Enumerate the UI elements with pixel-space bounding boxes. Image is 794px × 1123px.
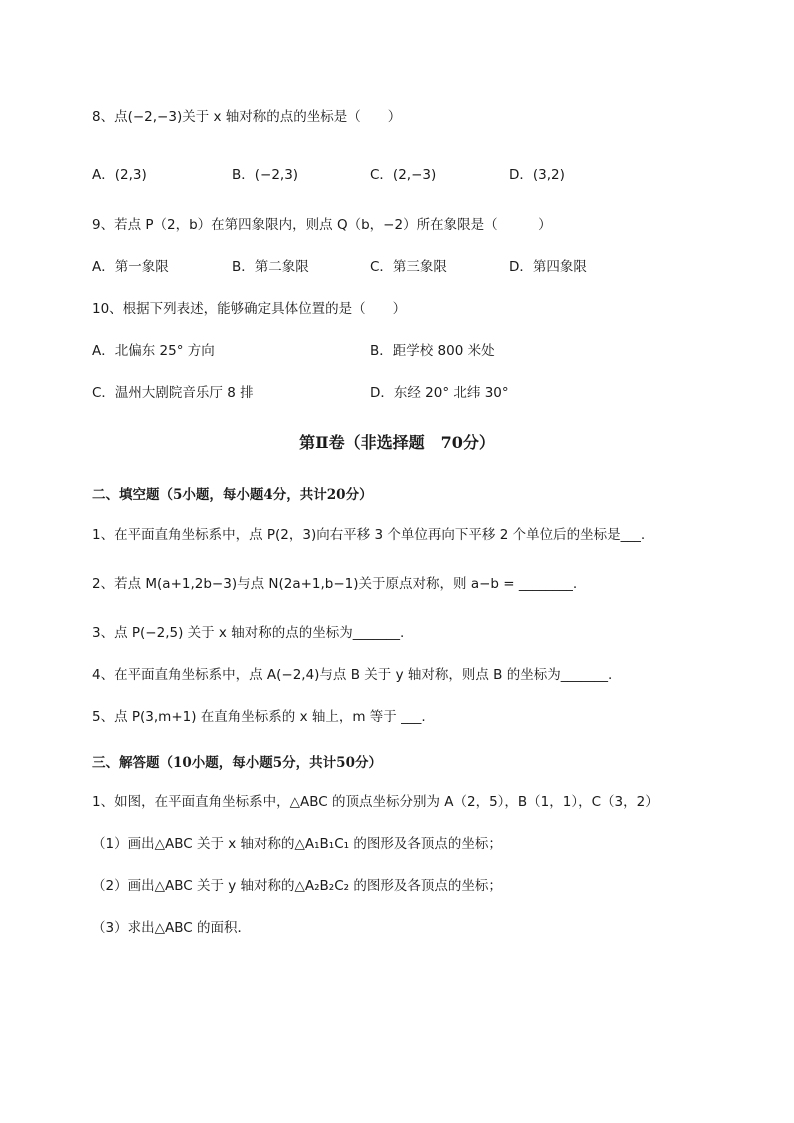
q8-option-d: D．(3,2) bbox=[509, 167, 565, 183]
fill-item-4: 4、在平面直角坐标系中，点 A(−2,4)与点 B 关于 y 轴对称，则点 B 的坐标为_______. bbox=[92, 667, 613, 683]
solve-sub-1: （1）画出△ABC 关于 x 轴对称的△A₁B₁C₁ 的图形及各顶点的坐标； bbox=[92, 836, 502, 852]
q10-option-d: D．东经 20° 北纬 30° bbox=[370, 385, 509, 401]
q8-option-c: C．(2,−3) bbox=[370, 167, 437, 183]
q8-option-a: A．(2,3) bbox=[92, 167, 147, 183]
solve-sub-2: （2）画出△ABC 关于 y 轴对称的△A₂B₂C₂ 的图形及各顶点的坐标； bbox=[92, 878, 502, 894]
fill-item-2: 2、若点 M(a+1,2b−3)与点 N(2a+1,b−1)关于原点对称，则 a−b = ________. bbox=[92, 576, 578, 592]
q8-option-b: B．(−2,3) bbox=[232, 167, 299, 183]
solve-question-1: 1、如图，在平面直角坐标系中，△ABC 的顶点坐标分别为 A（2，5），B（1，1），C（3，2） bbox=[92, 794, 659, 810]
part2-title: 第Ⅱ卷（非选择题 70分） bbox=[299, 433, 495, 452]
q10-option-c: C．温州大剧院音乐厅 8 排 bbox=[92, 385, 254, 401]
q10-option-b: B．距学校 800 米处 bbox=[370, 343, 495, 359]
fill-item-5: 5、点 P(3,m+1) 在直角坐标系的 x 轴上，m 等于 ___. bbox=[92, 709, 426, 725]
q9-option-b: B．第二象限 bbox=[232, 259, 309, 275]
question-9-stem: 9、若点 P（2，b）在第四象限内，则点 Q（b，−2）所在象限是（ ） bbox=[92, 217, 552, 233]
fill-blank-heading: 二、填空题（5小题，每小题4分，共计20分） bbox=[92, 487, 373, 503]
q9-option-a: A．第一象限 bbox=[92, 259, 169, 275]
question-8-stem: 8、点(−2,−3)关于 x 轴对称的点的坐标是（ ） bbox=[92, 109, 402, 125]
solve-heading: 三、解答题（10小题，每小题5分，共计50分） bbox=[92, 755, 382, 771]
q9-option-d: D．第四象限 bbox=[509, 259, 587, 275]
q9-option-c: C．第三象限 bbox=[370, 259, 447, 275]
solve-sub-3: （3）求出△ABC 的面积． bbox=[92, 920, 251, 936]
q10-option-a: A．北偏东 25° 方向 bbox=[92, 343, 215, 359]
question-10-stem: 10、根据下列表述，能够确定具体位置的是（ ） bbox=[92, 301, 407, 317]
fill-item-1: 1、在平面直角坐标系中，点 P(2，3)向右平移 3 个单位再向下平移 2 个单位后的坐标是___. bbox=[92, 527, 646, 543]
fill-item-3: 3、点 P(−2,5) 关于 x 轴对称的点的坐标为_______. bbox=[92, 625, 405, 641]
